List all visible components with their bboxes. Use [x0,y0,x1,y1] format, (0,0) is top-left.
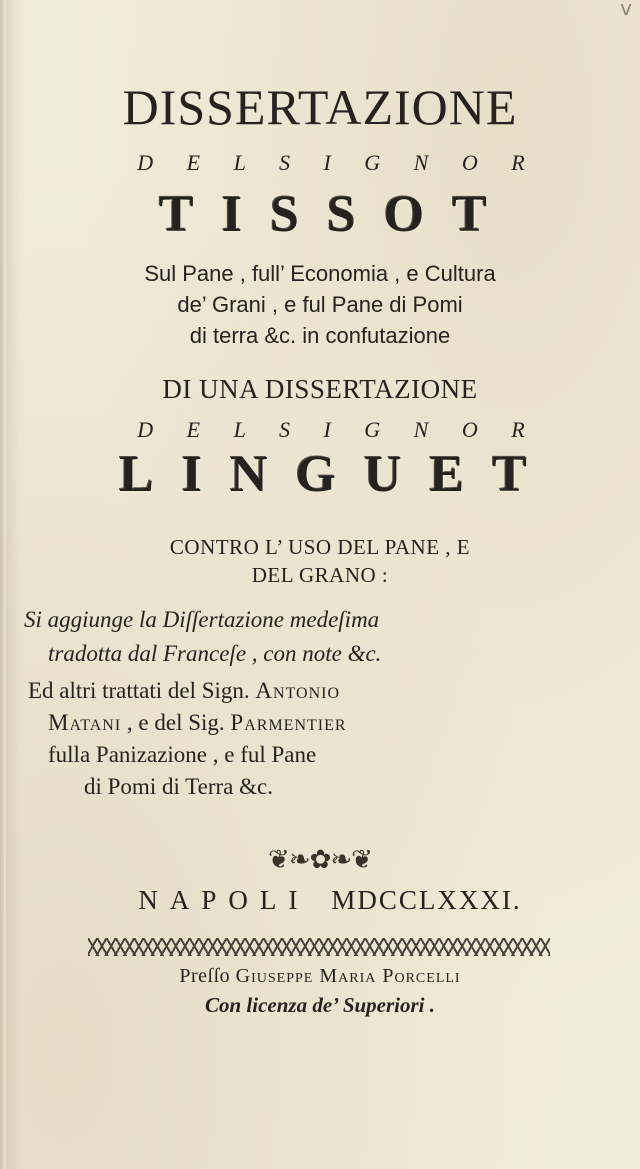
author-matani: Matani [48,710,122,735]
imprint-city: NAPOLI [138,885,310,915]
imprint-year: MDCCLXXXI. [331,885,522,915]
contro-text [0,533,640,589]
subtitle-line: Sul Pane , full’ Economia , e Cultura [144,261,496,286]
subtitle-line: di terra &c. in confutazione [189,323,451,348]
author-parmentier: Parmentier [230,710,347,735]
author-name-tissot: TISSOT [159,186,515,243]
del-signor-line-2: D E L S I G N O R [137,417,539,442]
author-antonio: Antonio [255,678,341,703]
contro-line: DEL GRANO : [251,563,389,587]
printer-line [0,965,640,988]
other-treatises [28,675,640,803]
italic-line: tradotta dal Franceſe , con note &c. [48,641,382,666]
second-heading: DI UNA DISSERTAZIONE [162,374,478,404]
subtitle-text [0,258,640,351]
license-line: Con licenza de’ Superiori . [204,993,436,1017]
italic-note [24,603,640,671]
italic-line: Si aggiunge la Diſſertazione medeſima [24,607,380,632]
imprint-line [20,885,640,916]
del-signor-line-1: D E L S I G N O R [137,150,539,175]
contro-line: CONTRO L’ USO DEL PANE , E [169,535,471,559]
others-text: , e del Sig. [121,710,231,735]
others-line-4: di Pomi di Terra &c. [84,774,273,799]
others-line-1 [28,675,640,707]
author-name-linguet: LINGUET [119,446,555,503]
corner-mark: v [620,0,632,20]
others-text: Ed altri trattati del Sign. [28,678,256,703]
ornament-fleuron: ❦❧✿❧❦ [268,845,372,874]
decorative-border [88,938,550,956]
others-line-3: fulla Panizazione , e ful Pane [48,742,317,767]
subtitle-line: de’ Grani , e ful Pane di Pomi [177,292,463,317]
main-title: DISSERTAZIONE [122,79,518,135]
others-line-2 [28,707,640,739]
printer-prefix: Preſſo [179,965,236,987]
printer-name: Giuseppe Maria Porcelli [235,965,461,987]
